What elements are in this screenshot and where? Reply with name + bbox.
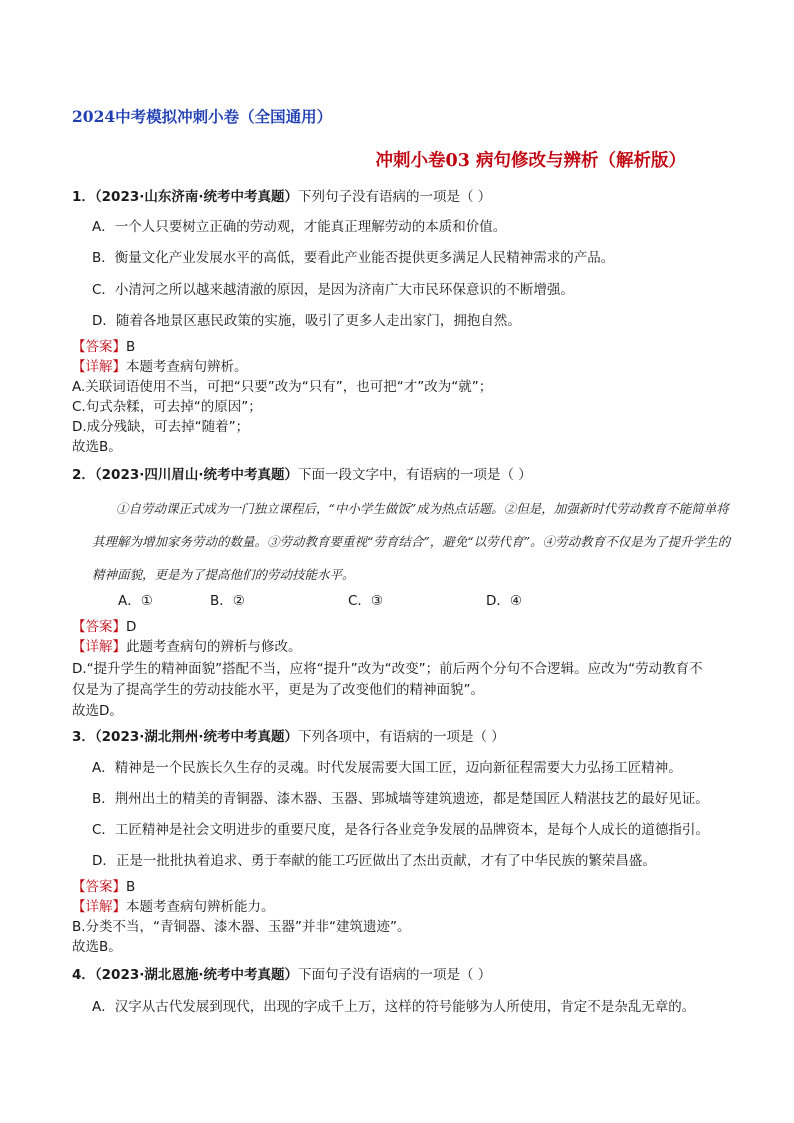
question-number: 2．	[72, 467, 95, 483]
option-d: D．随着各地景区惠民政策的实施，吸引了更多人走出家门，拥抱自然。	[92, 313, 521, 329]
question-number: 4．	[72, 967, 95, 983]
answer-label: 【答案】	[72, 339, 126, 355]
question-4-header	[72, 966, 491, 984]
detail-label: 【详解】	[72, 359, 126, 375]
detail-line	[72, 898, 275, 916]
document-subtitle: 冲刺小卷03 病句修改与辨析（解析版）	[375, 151, 686, 171]
question-1-header	[72, 188, 491, 206]
question-stem: 下列各项中，有语病的一项是（ ）	[298, 729, 505, 745]
question-source: （2023·湖北荆州·统考中考真题）	[94, 729, 298, 745]
answer-value: B	[126, 339, 136, 355]
analysis-line: 故选D。	[72, 703, 123, 719]
detail-line	[72, 638, 302, 656]
analysis-line: A.关联词语使用不当，可把“只要”改为“只有”，也可把“才”改为“就”；	[72, 379, 493, 395]
question-number: 1．	[72, 189, 95, 205]
option-d: D．正是一批批执着追求、勇于奉献的能工巧匠做出了杰出贡献，才有了中华民族的繁荣昌盛。	[92, 853, 656, 869]
detail-text: 本题考查病句辨析能力。	[126, 899, 275, 915]
analysis-line: 仅是为了提高学生的劳动技能水平，更是为了改变他们的精神面貌”。	[72, 682, 484, 698]
answer-value: D	[126, 619, 137, 635]
option-b: B．衡量文化产业发展水平的高低，要看此产业能否提供更多满足人民精神需求的产品。	[92, 250, 615, 266]
detail-text: 此题考查病句的辨析与修改。	[126, 639, 302, 655]
reading-passage: ①自劳动课正式成为一门独立课程后，“中小学生做饭”成为热点话题。②但是，加强新时代劳动教育不能简单将其理解为增加家务劳动的数量。③劳动教育要重视“劳育结合”，避免“以劳代育”。④劳动教育不仅是为了提升学生的精神面貌，更是为了提高他们的劳动技能水平。	[92, 501, 731, 582]
option-a: A．汉字从古代发展到现代，出现的字成千上万，这样的符号能够为人所使用，肯定不是杂乱无章的。	[92, 999, 696, 1015]
analysis-line: C.句式杂糅，可去掉“的原因”；	[72, 399, 262, 415]
option-d: D．④	[486, 593, 522, 609]
analysis-line: 故选B。	[72, 939, 122, 955]
answer-label: 【答案】	[72, 879, 126, 895]
analysis-line: D.“提升学生的精神面貌”搭配不当，应将“提升”改为“改变”；前后两个分句不合逻辑。应改为“劳动教育不	[72, 661, 703, 677]
question-3-header	[72, 728, 505, 746]
option-c: C．③	[348, 593, 384, 609]
option-b: B．荆州出土的精美的青铜器、漆木器、玉器、郢城墙等建筑遗迹，都是楚国匠人精湛技艺的最好见证。	[92, 791, 709, 807]
question-2-header	[72, 466, 532, 484]
detail-label: 【详解】	[72, 899, 126, 915]
question-stem: 下面句子没有语病的一项是（ ）	[298, 967, 492, 983]
detail-text: 本题考查病句辨析。	[126, 359, 248, 375]
option-c: C．小清河之所以越来越清澈的原因，是因为济南广大市民环保意识的不断增强。	[92, 282, 574, 298]
analysis-line: B.分类不当，“青铜器、漆木器、玉器”并非“建筑遗迹”。	[72, 919, 411, 935]
option-b: B．②	[210, 593, 245, 609]
question-stem: 下面一段文字中，有语病的一项是（ ）	[298, 467, 532, 483]
question-source: （2023·湖北恩施·统考中考真题）	[94, 967, 298, 983]
option-a: A．①	[118, 593, 153, 609]
document-title: 2024中考模拟冲刺小卷（全国通用）	[72, 107, 333, 126]
question-stem: 下列句子没有语病的一项是（ ）	[298, 189, 492, 205]
option-a: A．一个人只要树立正确的劳动观，才能真正理解劳动的本质和价值。	[92, 219, 507, 235]
answer-line	[72, 338, 135, 356]
option-a: A．精神是一个民族长久生存的灵魂。时代发展需要大国工匠，迈向新征程需要大力弘扬工匠精神。	[92, 760, 682, 776]
answer-line	[72, 878, 135, 896]
answer-label: 【答案】	[72, 619, 126, 635]
answer-line	[72, 618, 136, 636]
option-c: C．工匠精神是社会文明进步的重要尺度，是各行各业竞争发展的品牌资本，是每个人成长的道德指引。	[92, 822, 709, 838]
options-row	[118, 592, 578, 610]
question-source: （2023·山东济南·统考中考真题）	[94, 189, 298, 205]
detail-label: 【详解】	[72, 639, 126, 655]
question-number: 3．	[72, 729, 95, 745]
analysis-line: 故选B。	[72, 439, 122, 455]
answer-value: B	[126, 879, 136, 895]
question-source: （2023·四川眉山·统考中考真题）	[94, 467, 298, 483]
analysis-line: D.成分残缺，可去掉“随着”；	[72, 419, 250, 435]
detail-line	[72, 358, 248, 376]
